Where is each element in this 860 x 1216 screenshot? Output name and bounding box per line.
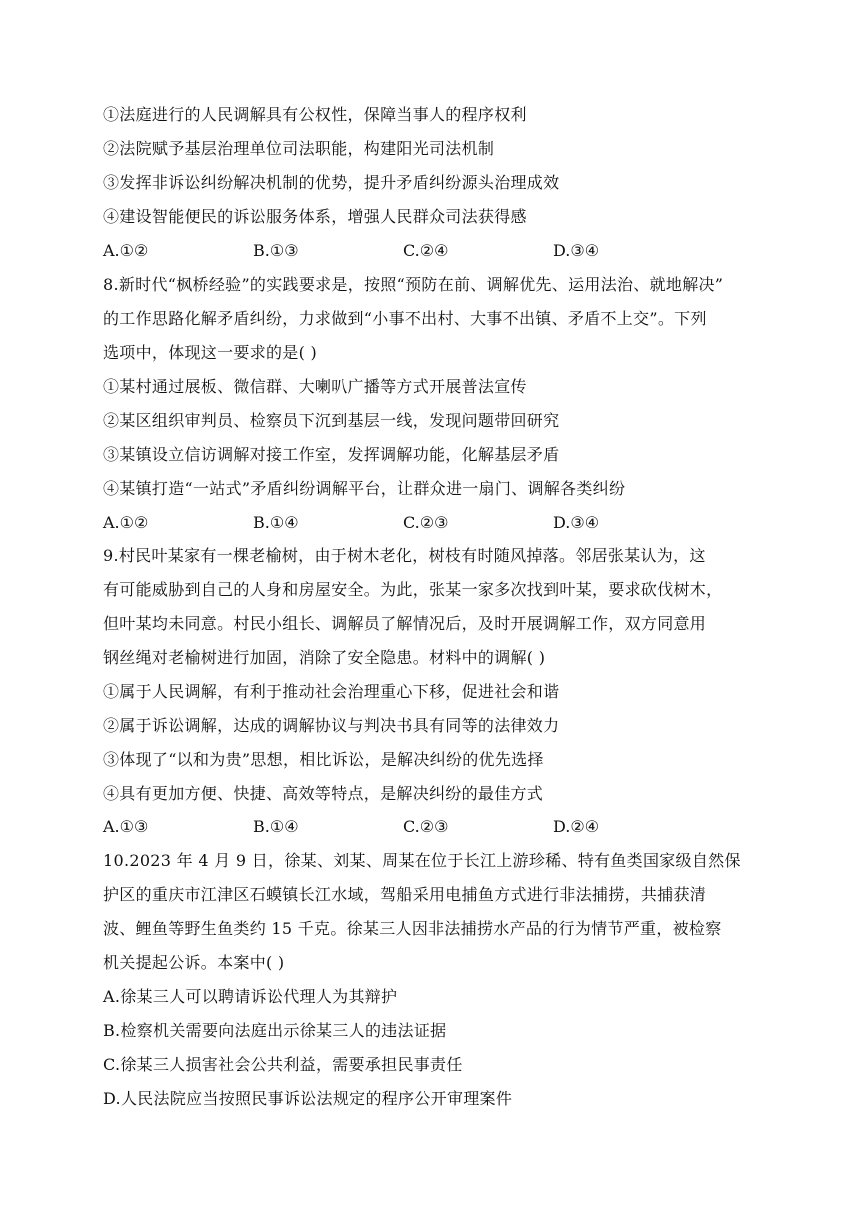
q7-statement-1: ①法庭进行的人民调解具有公权性，保障当事人的程序权利 — [103, 105, 527, 124]
q7-statement-2: ②法院赋予基层治理单位司法职能，构建阳光司法机制 — [103, 139, 495, 158]
q8-stem-line-1: 8.新时代“枫桥经验”的实践要求是，按照“预防在前、调解优先、运用法治、就地解决” — [103, 275, 724, 294]
q8-option-c: C.②③ — [403, 513, 449, 532]
q7-option-a: A.①② — [103, 241, 149, 260]
q7-statement-3: ③发挥非诉讼纠纷解决机制的优势，提升矛盾纠纷源头治理成效 — [103, 173, 560, 192]
q9-stem-line-1: 9.村民叶某家有一棵老榆树，由于树木老化，树枝有时随风掉落。邻居张某认为，这 — [103, 546, 706, 565]
q8-option-d: D.③④ — [553, 513, 600, 532]
q7-option-d: D.③④ — [553, 241, 600, 260]
q10-option-a: A.徐某三人可以聘请诉讼代理人为其辩护 — [103, 987, 398, 1006]
q9-option-a: A.①③ — [103, 817, 149, 836]
q8-stem-line-2: 的工作思路化解矛盾纠纷，力求做到“小事不出村、大事不出镇、矛盾不上交”。下列 — [103, 309, 707, 328]
q8-statement-3: ③某镇设立信访调解对接工作室，发挥调解功能，化解基层矛盾 — [103, 445, 560, 464]
q8-option-b: B.①④ — [253, 513, 299, 532]
q10-stem-line-3: 波、鲤鱼等野生鱼类约 15 千克。徐某三人因非法捕捞水产品的行为情节严重，被检察 — [103, 919, 722, 938]
q9-statement-3: ③体现了“以和为贵”思想，相比诉讼，是解决纠纷的优先选择 — [103, 750, 544, 769]
q7-option-c: C.②④ — [403, 241, 449, 260]
q10-stem-line-4: 机关提起公诉。本案中( ) — [103, 953, 285, 972]
q10-stem-line-2: 护区的重庆市江津区石蟆镇长江水域，驾船采用电捕鱼方式进行非法捕捞，共捕获清 — [103, 885, 707, 904]
q9-stem-line-4: 钢丝绳对老榆树进行加固，消除了安全隐患。材料中的调解( ) — [103, 648, 546, 667]
q9-option-d: D.②④ — [553, 817, 600, 836]
q9-option-c: C.②③ — [403, 817, 449, 836]
q8-statement-2: ②某区组织审判员、检察员下沉到基层一线，发现问题带回研究 — [103, 411, 560, 430]
q9-statement-4: ④具有更加方便、快捷、高效等特点，是解决纠纷的最佳方式 — [103, 784, 544, 803]
q9-statement-2: ②属于诉讼调解，达成的调解协议与判决书具有同等的法律效力 — [103, 716, 560, 735]
q7-statement-4: ④建设智能便民的诉讼服务体系，增强人民群众司法获得感 — [103, 207, 527, 226]
q10-option-b: B.检察机关需要向法庭出示徐某三人的违法证据 — [103, 1021, 447, 1040]
q9-option-b: B.①④ — [253, 817, 299, 836]
q9-statement-1: ①属于人民调解，有利于推动社会治理重心下移，促进社会和谐 — [103, 682, 560, 701]
q9-stem-line-2: 有可能威胁到自己的人身和房屋安全。为此，张某一家多次找到叶某，要求砍伐树木， — [103, 580, 723, 599]
q8-statement-4: ④某镇打造“一站式”矛盾纠纷调解平台，让群众进一扇门、调解各类纠纷 — [103, 479, 626, 498]
q9-stem-line-3: 但叶某均未同意。村民小组长、调解员了解情况后，及时开展调解工作，双方同意用 — [103, 614, 707, 633]
q8-option-a: A.①② — [103, 513, 149, 532]
q7-option-b: B.①③ — [253, 241, 299, 260]
q8-stem-line-3: 选项中，体现这一要求的是( ) — [103, 343, 318, 362]
q10-stem-line-1: 10.2023 年 4 月 9 日，徐某、刘某、周某在位于长江上游珍稀、特有鱼类国家级自然保 — [103, 851, 741, 870]
q10-option-d: D.人民法院应当按照民事诉讼法规定的程序公开审理案件 — [103, 1089, 513, 1108]
q8-statement-1: ①某村通过展板、微信群、大喇叭广播等方式开展普法宣传 — [103, 377, 527, 396]
q10-option-c: C.徐某三人损害社会公共利益，需要承担民事责任 — [103, 1055, 463, 1074]
